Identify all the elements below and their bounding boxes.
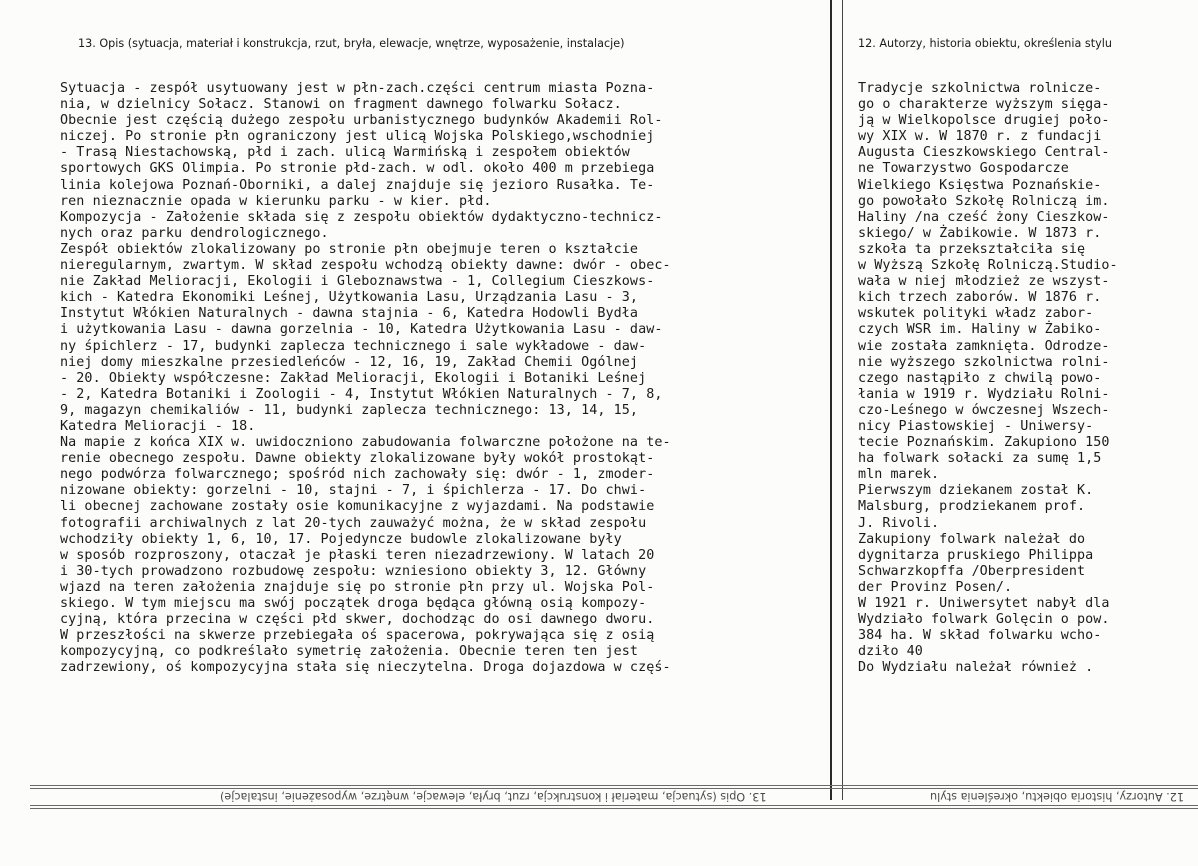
description-line: nieregularnym, zwartym. W skład zespołu wchodzą obiekty dawne: dwór - obec-	[60, 258, 671, 274]
history-line: Malsburg, prodziekanem prof.	[858, 499, 1086, 515]
description-line: i 30-tych prowadzono rozbudowę zespołu: wzniesiono obiekty 3, 12. Główny	[60, 563, 647, 579]
history-line: 384 ha. W skład folwarku wcho-	[858, 628, 1102, 644]
history-line: ne Towarzystwo Gospodarcze	[858, 161, 1069, 177]
description-line: wjazd na teren założenia znajduje się po stronie płn przy ul. Wojska Pol-	[60, 579, 655, 595]
history-line: wy XIX w. W 1870 r. z fundacji	[858, 129, 1102, 145]
history-line: Schwarzkopffa /Oberpresident	[858, 563, 1086, 579]
history-line: tecie Poznańskim. Zakupiono 150	[858, 435, 1110, 451]
description-line: Na mapie z końca XIX w. uwidoczniono zabudowania folwarczne położone na te-	[60, 435, 671, 451]
description-line: nia, w dzielnicy Sołacz. Stanowi on fragment dawnego folwarku Sołacz.	[60, 97, 622, 113]
history-text	[858, 81, 1118, 676]
history-line: Do Wydziału należał również .	[858, 660, 1094, 676]
history-line: wskutek polityki władz zabor-	[858, 306, 1094, 322]
history-line: nie wyższego szkolnictwa rolni-	[858, 354, 1110, 370]
description-line: linia kolejowa Poznań-Oborniki, a dalej znajduje się jezioro Rusałka. Te-	[60, 177, 655, 193]
description-line: i użytkowania Lasu - dawna gorzelnia - 10, Katedra Użytkowania Lasu - daw-	[60, 322, 663, 338]
history-line: Haliny /na cześć żony Cieszkow-	[858, 209, 1110, 225]
description-line: Obecnie jest częścią dużego zespołu urbanistycznego budynków Akademii Rol-	[60, 113, 663, 129]
history-line: dziło 40	[858, 644, 923, 660]
history-line: w Wyższą Szkołę Rolniczą.Studio-	[858, 258, 1118, 274]
description-line: kompozycyjną, co podkreślało symetrię założenia. Obecnie teren ten jest	[60, 644, 639, 660]
description-line: Zespół obiektów zlokalizowany po stronie płn obejmuje teren o kształcie	[60, 241, 639, 257]
mirrored-section-12-header: 12. Autorzy, historia obiektu, określenia stylu	[930, 790, 1184, 803]
description-line: 9, magazyn chemikaliów - 11, budynki zaplecza technicznego: 13, 14, 15,	[60, 402, 639, 418]
description-line: renie obecnego zespołu. Dawne obiekty zlokalizowane były wokół prostokąt-	[60, 451, 655, 467]
history-line: W 1921 r. Uniwersytet nabył dla	[858, 596, 1110, 611]
history-line: dygnitarza pruskiego Philippa	[858, 547, 1094, 563]
history-line: łania w 1919 r. Wydziału Rolni-	[858, 386, 1110, 402]
description-line: niej domy mieszkalne przesiedleńców - 12, 16, 19, Zakład Chemii Ogólnej	[60, 354, 639, 370]
section-13-header: 13. Opis (sytuacja, materiał i konstrukcja, rzut, bryła, elewacje, wnętrze, wyposażenie, instalacje)	[78, 37, 625, 50]
description-line: W przeszłości na skwerze przebiegała oś spacerowa, pokrywająca się z osią	[60, 628, 655, 644]
description-line: ny śpichlerz - 17, budynki zaplecza technicznego i sale wykładowe - daw-	[60, 338, 647, 354]
history-line: Wydziało folwark Golęcin o pow.	[858, 612, 1110, 628]
history-line: kich trzech zaborów. W 1876 r.	[858, 290, 1102, 306]
history-line: Tradycje szkolnictwa rolnicze-	[858, 81, 1102, 96]
history-line: Zakupiony folwark należał do	[858, 531, 1086, 547]
description-line: skiego. W tym miejscu ma swój początek droga będąca główną osią kompozy-	[60, 596, 647, 611]
mirrored-footer	[30, 783, 1198, 811]
footer-rule	[30, 785, 1198, 786]
history-line: Wielkiego Księstwa Poznańskie-	[858, 177, 1102, 193]
description-line: nych oraz parku dendrologicznego.	[60, 225, 329, 241]
description-line: - 2, Katedra Botaniki i Zoologii - 4, Instytut Włókien Naturalnych - 7, 8,	[60, 386, 663, 402]
description-line: Instytut Włókien Naturalnych - dawna stajnia - 6, Katedra Hodowli Bydła	[60, 306, 639, 322]
history-line: ją w Wielkopolsce drugiej poło-	[858, 113, 1110, 129]
history-line: Augusta Cieszkowskiego Central-	[858, 145, 1110, 161]
history-line: szkoła ta przekształciła się	[858, 241, 1086, 257]
mirrored-section-13-header: 13. Opis (sytuacja, materiał i konstrukcja, rzut, bryła, elewacje, wnętrze, wyposażenie, instalacje)	[220, 790, 767, 803]
history-line: go powołało Szkołę Rolniczą im.	[858, 193, 1110, 209]
description-line: fotografii archiwalnych z lat 20-tych zauważyć można, że w skład zespołu	[60, 515, 647, 531]
footer-rule	[30, 808, 1198, 809]
description-line: Kompozycja - Założenie składa się z zespołu obiektów dydaktyczno-technicz-	[60, 209, 663, 225]
description-line: niczej. Po stronie płn ograniczony jest ulicą Wojska Polskiego,wschodniej	[60, 129, 655, 145]
description-line: Sytuacja - zespół usytuowany jest w płn-zach.części centrum miasta Pozna-	[60, 81, 655, 96]
column-divider	[830, 0, 832, 800]
history-line: der Provinz Posen/.	[858, 579, 1013, 595]
history-line: czych WSR im. Haliny w Żabiko-	[858, 322, 1102, 338]
description-line: nego podwórza folwarcznego; spośród nich zachowały się: dwór - 1, zmoder-	[60, 467, 655, 483]
history-line: czo-Leśnego w ówczesnej Wszech-	[858, 402, 1110, 418]
description-line: zadrzewiony, oś kompozycyjna stała się nieczytelna. Droga dojazdowa w częś-	[60, 660, 671, 676]
history-line: J. Rivoli.	[858, 515, 940, 531]
description-line: nie Zakład Melioracji, Ekologii i Gleboznawstwa - 1, Collegium Cieszkows-	[60, 274, 655, 290]
history-line: mln marek.	[858, 467, 940, 483]
history-line: Pierwszym dziekanem został K.	[858, 483, 1094, 499]
description-line: cyjną, która przecina w części płd skwer, dochodząc do osi dawnego dworu.	[60, 612, 655, 628]
history-line: ha folwark sołacki za sumę 1,5	[858, 451, 1102, 467]
description-line: Katedra Melioracji - 18.	[60, 418, 256, 434]
description-line: - 20. Obiekty współczesne: Zakład Melioracji, Ekologii i Botaniki Leśnej	[60, 370, 647, 386]
history-line: nicy Piastowskiej - Uniwersy-	[858, 418, 1094, 434]
column-divider-secondary	[842, 0, 843, 800]
footer-rule	[30, 805, 1198, 806]
history-line: wała w niej młodzież ze wszyst-	[858, 274, 1110, 290]
description-text	[60, 81, 671, 676]
description-line: li obecnej zachowane zostały osie komunikacyjne z wyjazdami. Na podstawie	[60, 499, 655, 515]
history-line: czego nastąpiło z chwilą powo-	[858, 370, 1102, 386]
history-line: wie została zamknięta. Odrodze-	[858, 338, 1110, 354]
description-line: sportowych GKS Olimpia. Po stronie płd-zach. w odl. około 400 m przebiega	[60, 161, 655, 177]
section-12-header: 12. Autorzy, historia obiektu, określenia stylu	[858, 37, 1112, 50]
description-line: kich - Katedra Ekonomiki Leśnej, Użytkowania Lasu, Urządzania Lasu - 3,	[60, 290, 639, 306]
description-line: wchodziły obiekty 1, 6, 10, 17. Pojedyncze budowle zlokalizowane były	[60, 531, 622, 547]
description-line: - Trasą Niestachowską, płd i zach. ulicą Warmińską i zespołem obiektów	[60, 145, 630, 161]
history-line: go o charakterze wyższym sięga-	[858, 97, 1110, 113]
description-line: nizowane obiekty: gorzelni - 10, stajni - 7, i śpichlerza - 17. Do chwi-	[60, 483, 647, 499]
description-line: w sposób rozproszony, otaczał je płaski teren niezadrzewiony. W latach 20	[60, 547, 655, 563]
history-line: skiego/ w Żabikowie. W 1873 r.	[858, 225, 1102, 241]
footer-rule	[30, 788, 1198, 789]
description-line: ren nieznacznie opada w kierunku parku - w kier. płd.	[60, 193, 492, 209]
